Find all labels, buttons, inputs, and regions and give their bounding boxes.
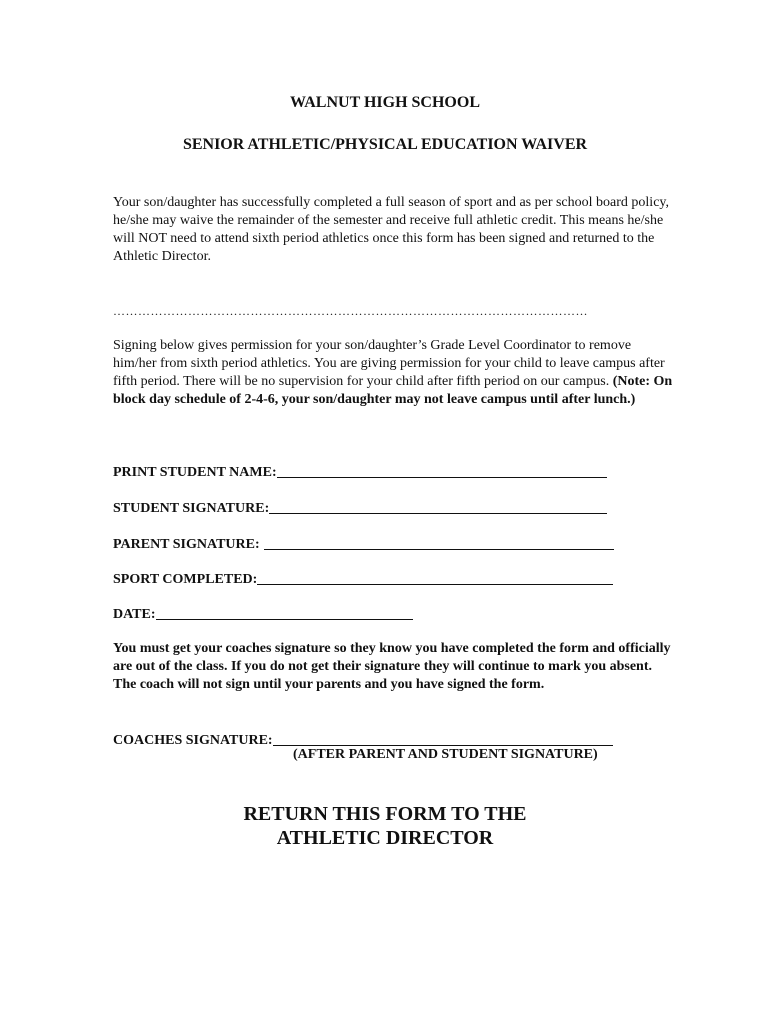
parent-signature-label: PARENT SIGNATURE: [113,537,260,552]
form-title: SENIOR ATHLETIC/PHYSICAL EDUCATION WAIVER [182,136,588,153]
date-label: DATE: [113,607,156,622]
consent-text: Signing below gives permission for your son/daughter’s Grade Level Coordinator to remove him/her from sixth period athletics. You are giving permission for your child to leave campus after fifth period. There will be no supervision for your child after fifth period on our campus. [113,338,665,389]
block-day-note: (Note: On block day schedule of 2-4-6, your son/daughter may not leave campus until after lunch.) [113,374,673,407]
sport-completed-label: SPORT COMPLETED: [113,572,258,587]
consent-paragraph [113,337,673,409]
coach-instructions: You must get your coaches signature so they know you have completed the form and officially are out of the class. If you do not get their signature they will continue to mark you absent. The coach will not sign until your parents and you have signed the form. [113,641,671,692]
student-name-field [113,461,607,481]
coaches-signature-line[interactable] [273,731,613,746]
intro-paragraph: Your son/daughter has successfully completed a full season of sport and as per school board policy, he/she may waive the remainder of the semester and receive full athletic credit. This means he/she will NOT need to attend sixth period athletics once this form has been signed and returned to the Athletic Director. [113,195,669,264]
student-signature-label: STUDENT SIGNATURE: [113,501,270,516]
coaches-signature-note: (AFTER PARENT AND STUDENT SIGNATURE) [293,747,598,762]
coaches-signature-label: COACHES SIGNATURE: [113,733,273,748]
sport-completed-field [113,568,613,588]
date-field [113,603,413,623]
return-instruction-line1: RETURN THIS FORM TO THE [243,803,527,825]
parent-signature-line[interactable] [264,535,614,550]
dotted-separator: …………………………………………………………………………………………………… [113,304,588,318]
coaches-signature-field [113,729,613,749]
student-signature-field [113,497,607,517]
sport-completed-line[interactable] [257,570,613,585]
school-name: WALNUT HIGH SCHOOL [290,94,480,111]
date-line[interactable] [156,605,413,620]
parent-signature-field [113,533,614,553]
return-instruction-line2: ATHLETIC DIRECTOR [276,827,494,849]
student-name-line[interactable] [277,463,607,478]
student-signature-line[interactable] [269,499,607,514]
student-name-label: PRINT STUDENT NAME: [113,465,277,480]
